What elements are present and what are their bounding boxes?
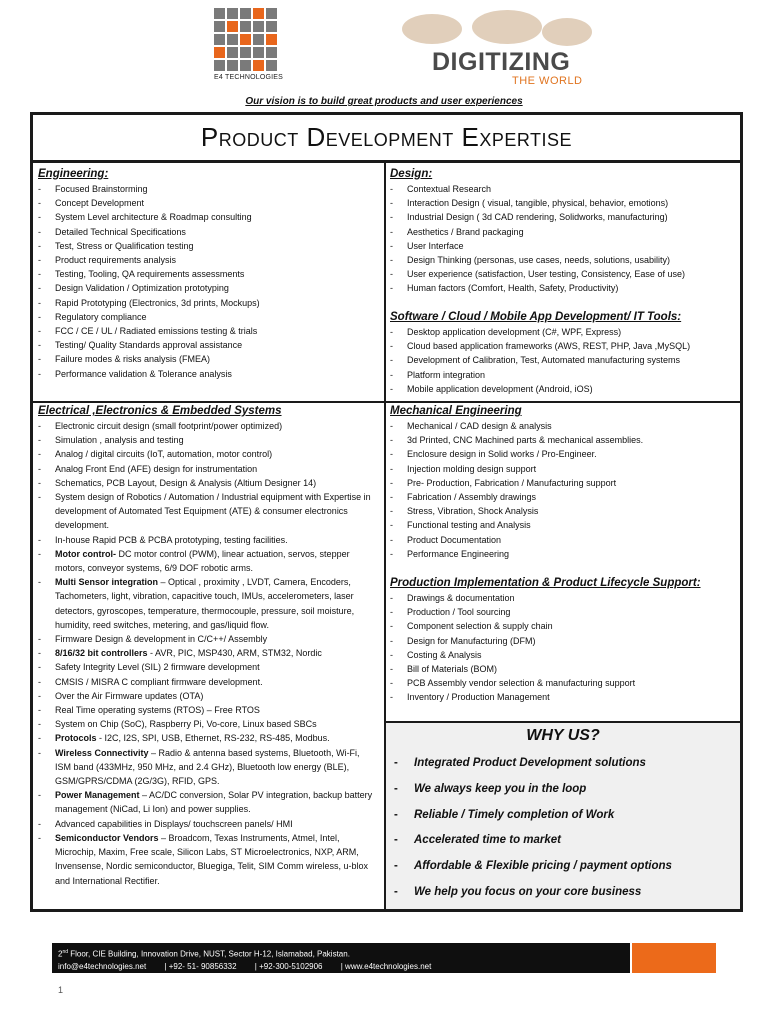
logo-square bbox=[266, 21, 277, 32]
item-text: In-house Rapid PCB & PCBA prototyping, testing facilities. bbox=[55, 534, 288, 545]
e4-logo-text: E4 TECHNOLOGIES bbox=[214, 74, 284, 81]
production-list bbox=[390, 591, 736, 705]
list-item bbox=[38, 447, 378, 461]
list-item: - Desktop application development (C#, WPF, Express) bbox=[390, 325, 736, 339]
list-item bbox=[38, 717, 378, 731]
list-item: - System Level architecture & Roadmap consulting bbox=[38, 210, 378, 224]
footer-contacts bbox=[58, 961, 630, 973]
logo-square bbox=[253, 8, 264, 19]
logo-square bbox=[266, 47, 277, 58]
list-item: - Performance Engineering bbox=[390, 547, 736, 561]
item-text: - I2C, I2S, SPI, USB, Ethernet, RS-232, RS-485, Modbus. bbox=[96, 733, 330, 744]
list-item: - Bill of Materials (BOM) bbox=[390, 662, 736, 676]
list-item: - Reliable / Timely completion of Work bbox=[386, 803, 740, 829]
footer-phone-2: | +92-300-5102906 bbox=[254, 961, 323, 971]
list-item bbox=[38, 419, 378, 433]
list-item: - Platform integration bbox=[390, 368, 736, 382]
list-item: - Concept Development bbox=[38, 196, 378, 210]
mechanical-section bbox=[390, 405, 736, 561]
item-text: Electronic circuit design (small footprint/power optimized) bbox=[55, 421, 283, 431]
list-item: - Cloud based application frameworks (AWS, REST, PHP, Java ,MySQL) bbox=[390, 339, 736, 353]
list-item: - We always keep you in the loop bbox=[386, 777, 740, 803]
list-item bbox=[38, 731, 378, 745]
list-item: - Focused Brainstorming bbox=[38, 182, 378, 196]
list-item: - Fabrication / Assembly drawings bbox=[390, 490, 736, 504]
list-item: - Integrated Product Development solutions bbox=[386, 751, 740, 777]
title-bar bbox=[33, 115, 740, 163]
footer-address: 2nd Floor, CIE Building, Innovation Drive, NUST, Sector H-12, Islamabad, Pakistan. bbox=[58, 949, 350, 959]
list-item: - Performance validation & Tolerance analysis bbox=[38, 367, 378, 381]
list-item: - Drawings & documentation bbox=[390, 591, 736, 605]
vision-statement: Our vision is to build great products and user experiences bbox=[245, 96, 523, 107]
list-item: - Pre- Production, Fabrication / Manufacturing support bbox=[390, 476, 736, 490]
list-item bbox=[38, 703, 378, 717]
item-text: CMSIS / MISRA C compliant firmware development. bbox=[55, 676, 263, 687]
list-item bbox=[38, 817, 378, 831]
list-item: - FCC / CE / UL / Radiated emissions testing & trials bbox=[38, 324, 378, 338]
item-lead: Protocols bbox=[55, 733, 97, 744]
software-section bbox=[390, 311, 736, 396]
item-lead: Wireless Connectivity bbox=[55, 747, 149, 758]
list-item: - Accelerated time to market bbox=[386, 828, 740, 854]
page-number: 1 bbox=[58, 985, 64, 995]
list-item: - Component selection & supply chain bbox=[390, 619, 736, 633]
list-item: - Interaction Design ( visual, tangible, physical, behavior, emotions) bbox=[390, 196, 736, 210]
list-item: - Development of Calibration, Test, Automated manufacturing systems bbox=[390, 353, 736, 367]
footer-contact-bar bbox=[52, 943, 630, 973]
item-text: Schematics, PCB Layout, Design & Analysis (Altium Designer 14) bbox=[55, 477, 317, 488]
list-item: - Design for Manufacturing (DFM) bbox=[390, 634, 736, 648]
item-text: Simulation , analysis and testing bbox=[55, 435, 184, 446]
list-item: - Industrial Design ( 3d CAD rendering, Solidworks, manufacturing) bbox=[390, 210, 736, 224]
list-item bbox=[38, 675, 378, 689]
item-text: - AVR, PIC, MSP430, ARM, STM32, Nordic bbox=[147, 648, 322, 659]
list-item: - 3d Printed, CNC Machined parts & mechanical assemblies. bbox=[390, 433, 736, 447]
list-item bbox=[38, 646, 378, 660]
item-text: – Radio & antenna based systems, Bluetooth, Wi-Fi, ISM band (433MHz, 950 MHz, and 2.4 GHz), Bluetooth low energy (BLE), GSM/GPRS/CDMA (2G/3G), RFID, GPS. bbox=[55, 747, 360, 787]
list-item: - Injection molding design support bbox=[390, 462, 736, 476]
list-item: - Testing/ Quality Standards approval assistance bbox=[38, 338, 378, 352]
item-text: Over the Air Firmware updates (OTA) bbox=[55, 690, 204, 701]
design-section bbox=[390, 168, 736, 296]
item-text: DC motor control (PWM), linear actuation, servos, stepper motors, conveyor systems, 6/9 DOF robotic arms. bbox=[55, 548, 350, 574]
item-lead: Motor control- bbox=[55, 548, 116, 559]
production-title: Production Implementation & Product Lifecycle Support: bbox=[390, 577, 701, 589]
list-item bbox=[38, 547, 378, 575]
logo-square bbox=[227, 8, 238, 19]
engineering-title: Engineering: bbox=[38, 168, 109, 180]
item-text: System on Chip (SoC), Raspberry Pi, Vo-core, Linux based SBCs bbox=[55, 719, 317, 730]
mechanical-title: Mechanical Engineering bbox=[390, 405, 522, 417]
list-item: - Design Validation / Optimization prototyping bbox=[38, 281, 378, 295]
item-text: Analog Front End (AFE) design for instrumentation bbox=[55, 463, 258, 474]
logo-square bbox=[214, 60, 225, 71]
list-item bbox=[38, 831, 378, 888]
footer-website[interactable]: | www.e4technologies.net bbox=[340, 961, 432, 971]
page-title: Product Development Expertise bbox=[200, 122, 573, 152]
electrical-list bbox=[38, 419, 378, 888]
electrical-title: Electrical ,Electronics & Embedded Systems bbox=[38, 405, 282, 417]
list-item bbox=[38, 660, 378, 674]
software-title: Software / Cloud / Mobile App Development/ IT Tools: bbox=[390, 311, 682, 323]
list-item bbox=[38, 689, 378, 703]
row-divider-left bbox=[33, 401, 385, 403]
logo-square bbox=[253, 21, 264, 32]
list-item: - Contextual Research bbox=[390, 182, 736, 196]
logo-square bbox=[227, 60, 238, 71]
logo-square bbox=[227, 34, 238, 45]
list-item bbox=[38, 632, 378, 646]
engineering-list bbox=[38, 182, 378, 381]
why-us-box bbox=[386, 723, 740, 909]
row-divider-right bbox=[385, 401, 740, 403]
list-item: - Mechanical / CAD design & analysis bbox=[390, 419, 736, 433]
software-list bbox=[390, 325, 736, 396]
design-list bbox=[390, 182, 736, 296]
logo-subtitle: THE WORLD bbox=[512, 75, 583, 87]
logo-title: DIGITIZING bbox=[432, 48, 571, 76]
engineering-section bbox=[38, 168, 378, 381]
list-item: - Test, Stress or Qualification testing bbox=[38, 239, 378, 253]
item-lead: Semiconductor Vendors bbox=[55, 832, 159, 843]
logo-square bbox=[240, 21, 251, 32]
list-item: - We help you focus on your core business bbox=[386, 880, 740, 906]
list-item: - Costing & Analysis bbox=[390, 648, 736, 662]
list-item bbox=[38, 476, 378, 490]
list-item: - Aesthetics / Brand packaging bbox=[390, 225, 736, 239]
list-item: - Inventory / Production Management bbox=[390, 690, 736, 704]
world-map-icon bbox=[402, 14, 462, 44]
logo-square bbox=[214, 34, 225, 45]
logo-square bbox=[240, 8, 251, 19]
list-item: - Detailed Technical Specifications bbox=[38, 225, 378, 239]
item-text: Real Time operating systems (RTOS) – Free RTOS bbox=[55, 705, 260, 716]
production-section bbox=[390, 577, 736, 705]
logo-square bbox=[266, 8, 277, 19]
item-text: System design of Robotics / Automation / Industrial equipment with Expertise in development of Automated Test Equipment (ATE) & consumer electronics development. bbox=[55, 492, 371, 531]
list-item: - Failure modes & risks analysis (FMEA) bbox=[38, 352, 378, 366]
logo-square bbox=[240, 34, 251, 45]
item-text: Safety Integrity Level (SIL) 2 firmware development bbox=[55, 662, 260, 673]
logo-square bbox=[253, 47, 264, 58]
list-item: - Human factors (Comfort, Health, Safety, Productivity) bbox=[390, 281, 736, 295]
logo-square bbox=[253, 60, 264, 71]
logo-square bbox=[227, 21, 238, 32]
logo-square bbox=[214, 47, 225, 58]
list-item: - Enclosure design in Solid works / Pro-Engineer. bbox=[390, 447, 736, 461]
list-item: - PCB Assembly vendor selection & manufacturing support bbox=[390, 676, 736, 690]
list-item: - Regulatory compliance bbox=[38, 310, 378, 324]
list-item: - Rapid Prototyping (Electronics, 3d prints, Mockups) bbox=[38, 296, 378, 310]
item-text: – AC/DC conversion, Solar PV integration, backup battery management (NiCad, Li Ion) and power supplies. bbox=[55, 790, 373, 815]
logo-square bbox=[240, 60, 251, 71]
expertise-frame bbox=[30, 112, 743, 912]
item-lead: Power Management bbox=[55, 790, 140, 801]
item-text: – Broadcom, Texas Instruments, Atmel, Intel, Microchip, Maxim, Free scale, Silicon Labs, ST Microelectronics, NXP, ARM, Invensense, Nordic semiconductor, Bluegiga, Telit, SIM Comm wireless, u-blox and International Rectifier. bbox=[55, 832, 368, 886]
item-text: Advanced capabilities in Displays/ touchscreen panels/ HMI bbox=[55, 818, 293, 829]
item-text: Analog / digital circuits (IoT, automation, motor control) bbox=[55, 449, 273, 460]
list-item bbox=[38, 533, 378, 547]
logo-square bbox=[266, 60, 277, 71]
item-text: Firmware Design & development in C/C++/ Assembly bbox=[55, 634, 268, 645]
footer-email[interactable]: info@e4technologies.net bbox=[58, 961, 147, 971]
footer bbox=[52, 943, 716, 973]
electrical-section bbox=[38, 405, 378, 888]
logo-square bbox=[240, 47, 251, 58]
list-item: - User Interface bbox=[390, 239, 736, 253]
footer-accent bbox=[632, 943, 716, 973]
list-item: - Product Documentation bbox=[390, 533, 736, 547]
list-item bbox=[38, 490, 378, 533]
item-lead: Multi Sensor integration bbox=[55, 577, 159, 588]
item-lead: 8/16/32 bit controllers bbox=[55, 648, 148, 659]
list-item: - Design Thinking (personas, use cases, needs, solutions, usability) bbox=[390, 253, 736, 267]
why-us-list bbox=[386, 751, 740, 906]
list-item: - Affordable & Flexible pricing / payment options bbox=[386, 854, 740, 880]
list-item: - Functional testing and Analysis bbox=[390, 518, 736, 532]
list-item bbox=[38, 433, 378, 447]
list-item bbox=[38, 788, 378, 816]
logo-square bbox=[266, 34, 277, 45]
list-item bbox=[38, 575, 378, 632]
e4-logo-grid-icon bbox=[214, 8, 284, 71]
list-item bbox=[38, 746, 378, 789]
design-title: Design: bbox=[390, 168, 433, 180]
digitizing-the-world-logo bbox=[402, 8, 598, 94]
list-item bbox=[38, 462, 378, 476]
logo-square bbox=[214, 21, 225, 32]
logo-square bbox=[227, 47, 238, 58]
why-us-title: WHY US? bbox=[526, 727, 600, 744]
footer-phone-1: | +92- 51- 90856332 bbox=[164, 961, 237, 971]
logo-square bbox=[253, 34, 264, 45]
list-item: - Production / Tool sourcing bbox=[390, 605, 736, 619]
list-item: - Testing, Tooling, QA requirements assessments bbox=[38, 267, 378, 281]
list-item: - Product requirements analysis bbox=[38, 253, 378, 267]
list-item: - User experience (satisfaction, User testing, Consistency, Ease of use) bbox=[390, 267, 736, 281]
logo-square bbox=[214, 8, 225, 19]
mechanical-list bbox=[390, 419, 736, 561]
list-item: - Stress, Vibration, Shock Analysis bbox=[390, 504, 736, 518]
item-text: – Optical , proximity , LVDT, Camera, Encoders, Tachometers, light, vibration, capacitive touch, IMUs, accelerometers, laser detectors, gyroscopes, temperature, thermocouple, pressure, soil moisture, humidity, reed switches, metering, and gas/liquid flow. bbox=[55, 577, 355, 630]
list-item: - Mobile application development (Android, iOS) bbox=[390, 382, 736, 396]
e4-technologies-logo bbox=[214, 8, 284, 94]
